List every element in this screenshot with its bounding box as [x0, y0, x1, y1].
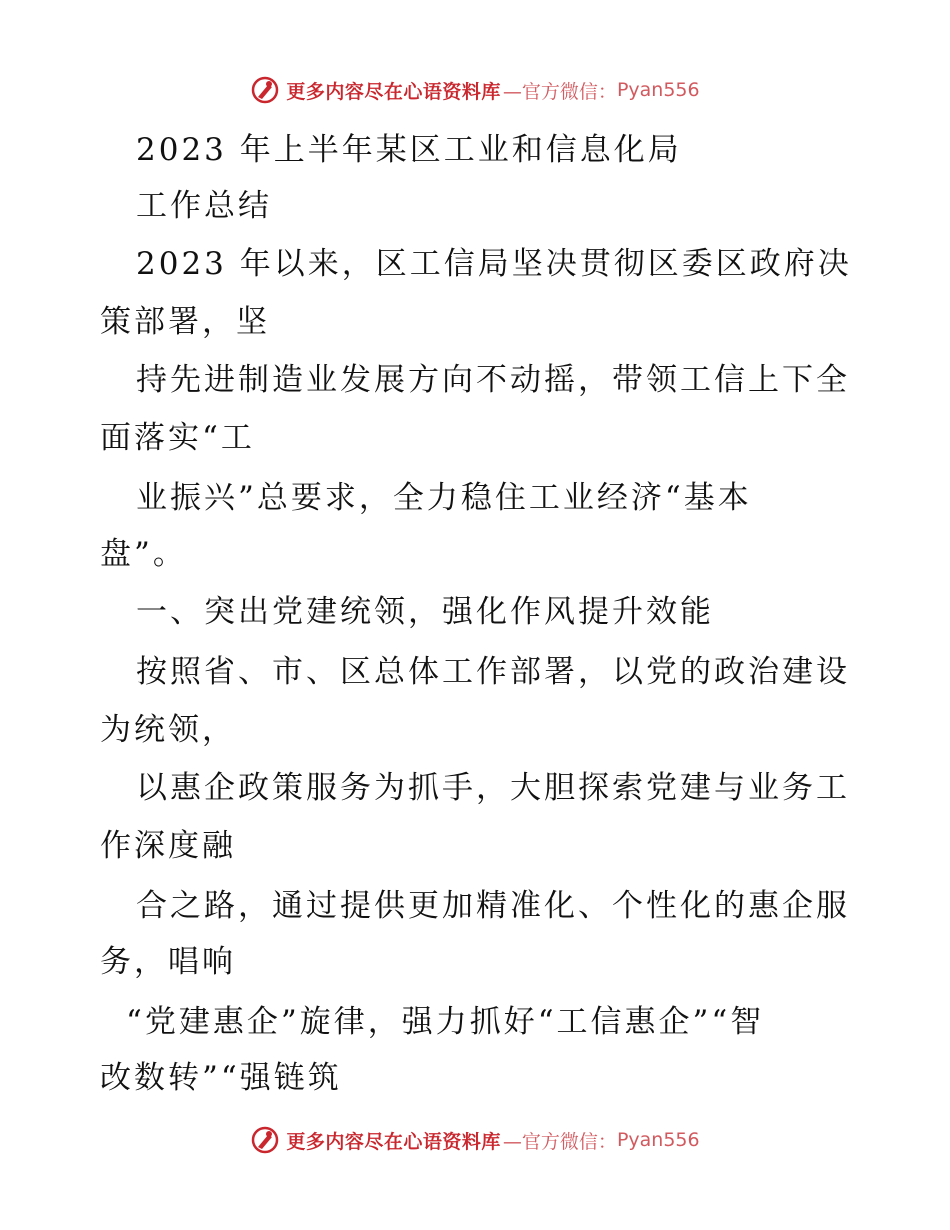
- paragraph-line: 按照省、市、区总体工作部署，以党的政治建设: [136, 654, 850, 690]
- pen-nib-circle-icon: [250, 1125, 280, 1155]
- watermark-main-text: 更多内容尽在心语资料库: [286, 1130, 501, 1153]
- paragraph-line: “党建惠企”旋律，强力抓好“工信惠企”“智: [126, 1004, 765, 1040]
- document-subtitle: 工作总结: [136, 188, 272, 224]
- paragraph-line: 作深度融: [100, 828, 236, 864]
- paragraph-line: 务，唱响: [100, 944, 236, 980]
- section-heading: 一、突出党建统领，强化作风提升效能: [136, 594, 714, 630]
- paragraph-line: 面落实“工: [100, 420, 255, 456]
- watermark-main-text: 更多内容尽在心语资料库: [286, 80, 501, 103]
- watermark-header: [0, 70, 950, 110]
- paragraph-line: 盘”。: [100, 536, 187, 572]
- paragraph-line: 为统领，: [100, 712, 236, 748]
- watermark-sub-text: —官方微信：: [502, 80, 617, 103]
- paragraph-line: 改数转”“强链筑: [100, 1060, 342, 1096]
- paragraph-line: 业振兴”总要求，全力稳住工业经济“基本: [136, 480, 752, 516]
- paragraph-line: 持先进制造业发展方向不动摇，带领工信上下全: [136, 362, 850, 398]
- paragraph-line: 合之路，通过提供更加精准化、个性化的惠企服: [136, 888, 850, 924]
- paragraph-line: 以惠企政策服务为抓手，大胆探索党建与业务工: [136, 770, 850, 806]
- document-title: 2023 年上半年某区工业和信息化局: [136, 132, 682, 168]
- paragraph-line: 2023 年以来，区工信局坚决贯彻区委区政府决: [136, 246, 852, 282]
- watermark-id-text: Pyan556: [616, 1129, 700, 1151]
- pen-nib-circle-icon: [250, 75, 280, 105]
- watermark-id-text: Pyan556: [616, 79, 700, 101]
- watermark-sub-text: —官方微信：: [502, 1130, 617, 1153]
- paragraph-line: 策部署，坚: [100, 304, 270, 340]
- watermark-footer: [0, 1120, 950, 1160]
